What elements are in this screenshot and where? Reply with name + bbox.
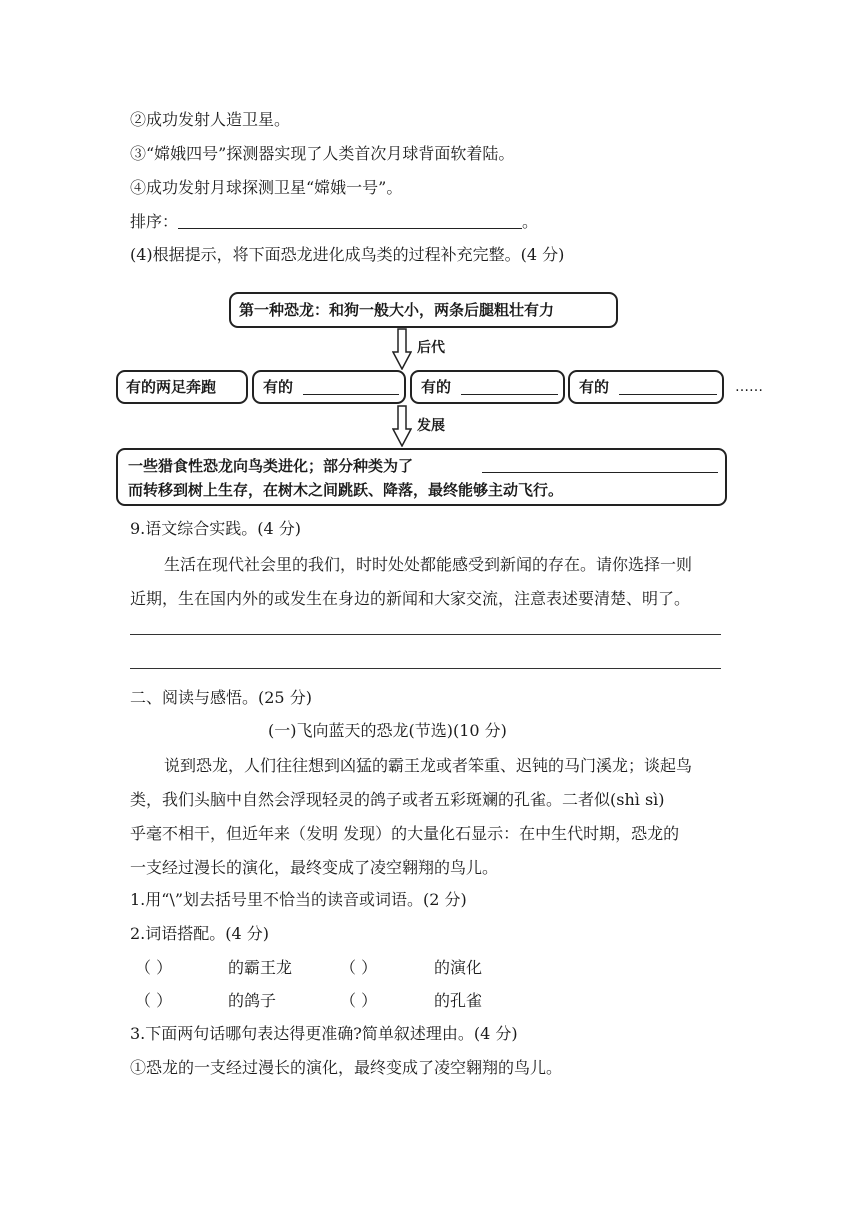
sequence-item-3: ③“嫦娥四号”探测器实现了人类首次月球背面软着陆。 (130, 144, 515, 163)
row-box-4 (568, 370, 724, 404)
question-8-part-4: (4)根据提示，将下面恐龙进化成鸟类的过程补充完整。(4 分) (130, 245, 565, 264)
match-paren-4[interactable]: （ ） (340, 991, 378, 1010)
question-9-paragraph-line-2: 近期，生在国内外的或发生在身边的新闻和大家交流，注意表述要清楚、明了。 (130, 589, 691, 608)
match-paren-1[interactable]: （ ） (135, 958, 173, 977)
passage-title: (一)飞向蓝天的恐龙(节选)(10 分) (268, 721, 507, 740)
row-box-3-blank[interactable] (461, 394, 558, 395)
passage-line-1: 说到恐龙，人们往往想到凶猛的霸王龙或者笨重、迟钝的马门溪龙；谈起鸟 (164, 756, 693, 775)
match-word-4: 的孔雀 (434, 991, 483, 1010)
match-word-3: 的鸽子 (228, 991, 277, 1010)
match-word-1: 的霸王龙 (228, 958, 293, 977)
arrow-label-offspring: 后代 (417, 340, 445, 356)
question-1: 1.用“\”划去括号里不恰当的读音或词语。(2 分) (130, 890, 467, 909)
bird-evolution-line-2: 而转移到树上生存，在树木之间跳跃、降落，最终能够主动飞行。 (128, 481, 564, 499)
order-blank[interactable] (178, 228, 522, 229)
down-arrow-icon (392, 405, 412, 447)
match-word-2: 的演化 (434, 958, 483, 977)
question-2: 2.词语搭配。(4 分) (130, 924, 270, 943)
first-dinosaur-text: 第一种恐龙：和狗一般大小，两条后腿粗壮有力 (239, 301, 555, 319)
section-2-title: 二、阅读与感悟。(25 分) (130, 688, 312, 707)
answer-line[interactable] (130, 668, 721, 669)
down-arrow-icon (392, 328, 412, 370)
match-paren-3[interactable]: （ ） (135, 991, 173, 1010)
bird-evolution-line-1: 一些猎食性恐龙向鸟类进化；部分种类为了 (128, 457, 414, 475)
row-box-1 (116, 370, 248, 404)
row-box-2-text: 有的 (263, 378, 294, 396)
first-dinosaur-box (229, 292, 618, 328)
row-box-3 (410, 370, 565, 404)
bird-evolution-blank[interactable] (482, 472, 718, 473)
question-3: 3.下面两句话哪句表达得更准确?简单叙述理由。(4 分) (130, 1024, 518, 1043)
row-ellipsis: …… (735, 379, 763, 395)
row-box-4-text: 有的 (579, 378, 610, 396)
question-9-paragraph-line-1: 生活在现代社会里的我们，时时处处都能感受到新闻的存在。请你选择一则 (164, 555, 693, 574)
passage-line-4: 一支经过漫长的演化，最终变成了凌空翱翔的鸟儿。 (130, 858, 499, 877)
row-box-2 (252, 370, 406, 404)
question-9-title: 9.语文综合实践。(4 分) (130, 519, 302, 538)
sequence-item-2: ②成功发射人造卫星。 (130, 110, 291, 129)
order-label: 排序： (130, 212, 179, 231)
question-3-sentence-1: ①恐龙的一支经过漫长的演化，最终变成了凌空翱翔的鸟儿。 (130, 1058, 563, 1077)
passage-line-3: 乎毫不相干，但近年来（发明 发现）的大量化石显示：在中生代时期，恐龙的 (130, 824, 680, 843)
row-box-1-text: 有的两足奔跑 (126, 378, 217, 396)
match-paren-2[interactable]: （ ） (340, 958, 378, 977)
row-box-4-blank[interactable] (619, 394, 717, 395)
bird-evolution-box (116, 448, 727, 506)
row-box-3-text: 有的 (421, 378, 452, 396)
order-end: 。 (522, 212, 539, 231)
row-box-2-blank[interactable] (303, 394, 399, 395)
sequence-item-4: ④成功发射月球探测卫星“嫦娥一号”。 (130, 178, 403, 197)
arrow-label-develop: 发展 (417, 418, 445, 434)
answer-line[interactable] (130, 634, 721, 635)
passage-line-2: 类，我们头脑中自然会浮现轻灵的鸽子或者五彩斑斓的孔雀。二者似(shì sì) (130, 790, 665, 809)
order-answer-line (130, 214, 538, 230)
